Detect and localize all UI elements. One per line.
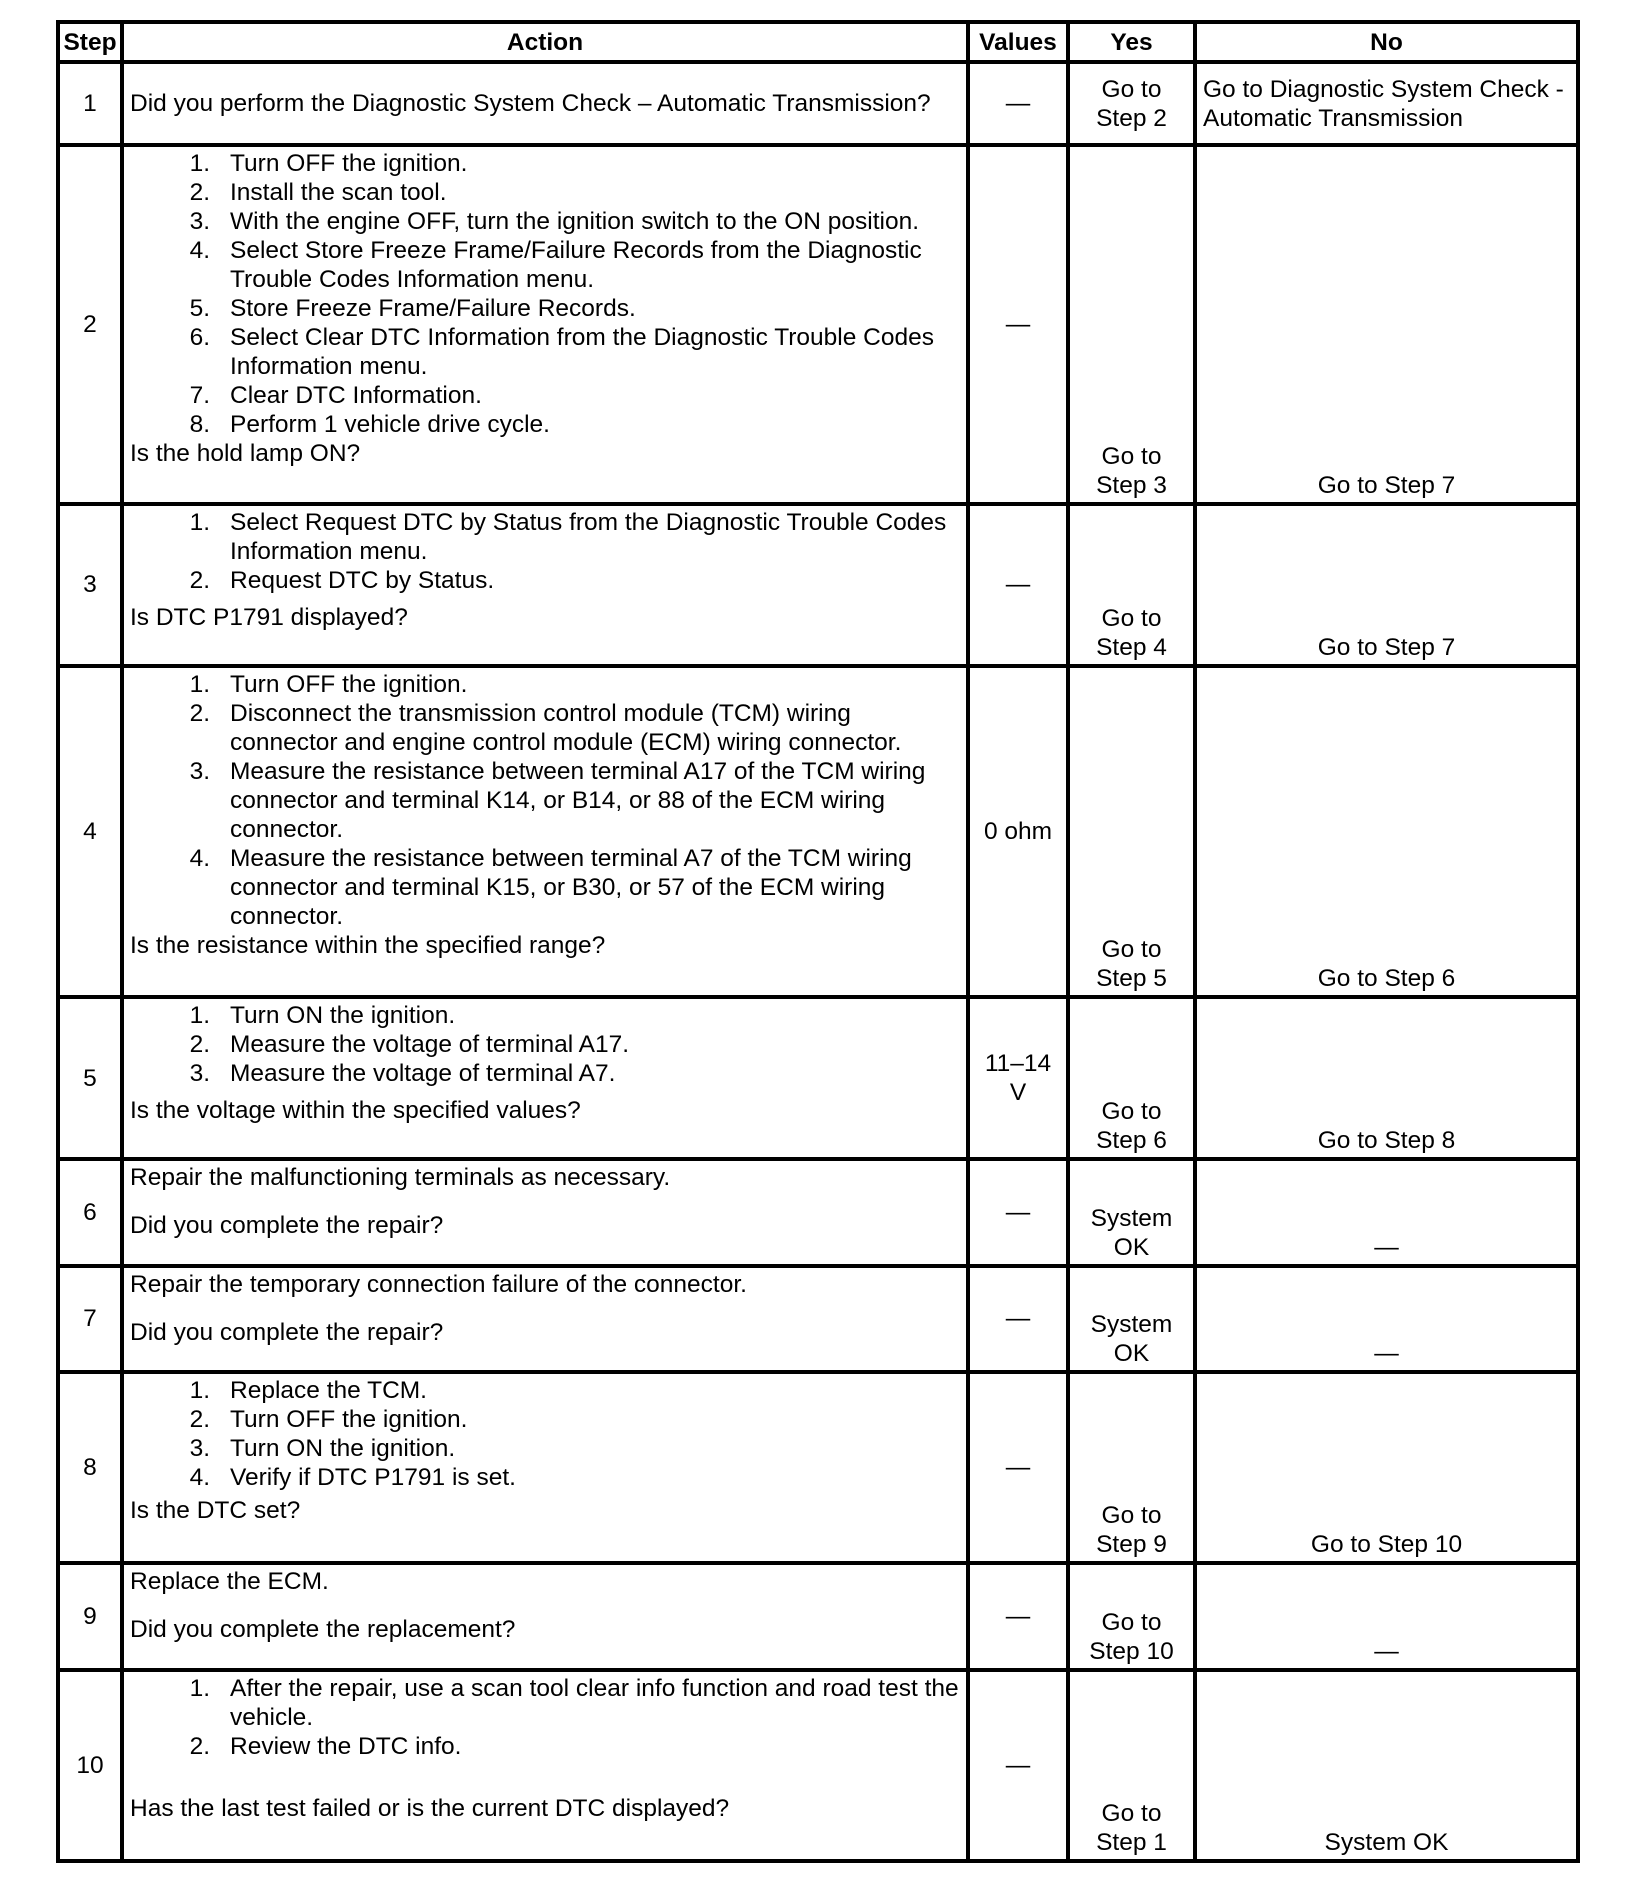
list-item-text: Turn ON the ignition.: [230, 1435, 456, 1463]
yes-cell: Go to Step 2: [1068, 62, 1195, 145]
list-item-number: 2.: [189, 1732, 210, 1760]
list-item-text: Disconnect the transmission control module (TCM) wiring connector and engine control module (ECM) wiring connector.: [230, 699, 902, 756]
action-question: Is the DTC set?: [130, 1497, 301, 1525]
action-cell: [122, 62, 968, 145]
yes-cell: Go to Step 4: [1068, 504, 1195, 666]
list-item-number: 3.: [189, 1060, 210, 1088]
list-item-number: 1.: [189, 670, 210, 698]
list-item-text: Measure the voltage of terminal A17.: [230, 1031, 630, 1059]
yes-cell: Go to Step 5: [1068, 666, 1195, 998]
action-question: Did you complete the replacement?: [130, 1616, 516, 1644]
action-cell: [122, 1372, 968, 1563]
table-row: [58, 504, 1578, 666]
list-item: [130, 323, 960, 381]
step-number: 10: [58, 1670, 122, 1861]
step-number: 2: [58, 145, 122, 504]
list-item: [130, 1434, 960, 1463]
list-item-text: After the repair, use a scan tool clear info function and road test the vehicle.: [230, 1674, 959, 1731]
list-item-number: 1.: [189, 508, 210, 536]
list-item-number: 1.: [189, 1377, 210, 1405]
list-item-number: 3.: [189, 757, 210, 785]
action-question: Is the hold lamp ON?: [130, 440, 361, 468]
no-cell: Go to Step 7: [1195, 145, 1578, 504]
action-steps: [130, 1376, 960, 1492]
list-item-number: 4.: [189, 237, 210, 265]
no-cell: System OK: [1195, 1670, 1578, 1861]
list-item-text: Measure the voltage of terminal A7.: [230, 1060, 616, 1088]
list-item-text: Select Request DTC by Status from the Diagnostic Trouble Codes Information menu.: [230, 508, 947, 565]
values-cell: —: [968, 62, 1068, 145]
no-cell: Go to Step 6: [1195, 666, 1578, 998]
list-item: [130, 1732, 960, 1761]
step-number: 5: [58, 997, 122, 1159]
step-number: 8: [58, 1372, 122, 1563]
table-row: [58, 1563, 1578, 1670]
header-no: No: [1195, 22, 1578, 62]
list-item: [130, 1376, 960, 1405]
list-item: [130, 1001, 960, 1030]
list-item-number: 2.: [189, 179, 210, 207]
table-row: [58, 1372, 1578, 1563]
list-item: [130, 566, 960, 595]
list-item: [130, 207, 960, 236]
table-row: [58, 62, 1578, 145]
values-cell: —: [968, 504, 1068, 666]
action-instruction: Repair the malfunctioning terminals as necessary.: [130, 1163, 671, 1191]
table-row: [58, 1159, 1578, 1266]
yes-cell: Go to Step 9: [1068, 1372, 1195, 1563]
list-item-number: 5.: [189, 295, 210, 323]
values-cell: —: [968, 1266, 1068, 1373]
yes-cell: Go to Step 10: [1068, 1563, 1195, 1670]
values-cell: —: [968, 1563, 1068, 1670]
header-step: Step: [58, 22, 122, 62]
list-item-text: Select Clear DTC Information from the Diagnostic Trouble Codes Information menu.: [230, 324, 934, 381]
yes-cell: Go to Step 3: [1068, 145, 1195, 504]
header-yes: Yes: [1068, 22, 1195, 62]
action-question: Did you complete the repair?: [130, 1318, 444, 1346]
list-item-number: 3.: [189, 208, 210, 236]
list-item: [130, 508, 960, 566]
action-steps: [130, 1001, 960, 1088]
table-row: [58, 997, 1578, 1159]
action-question: Has the last test failed or is the current DTC displayed?: [130, 1794, 730, 1822]
table-row: [58, 666, 1578, 998]
action-cell: [122, 1670, 968, 1861]
list-item: [130, 294, 960, 323]
no-cell: —: [1195, 1266, 1578, 1373]
list-item: [130, 670, 960, 699]
step-number: 4: [58, 666, 122, 998]
header-action: Action: [122, 22, 968, 62]
list-item-number: 1.: [189, 150, 210, 178]
no-cell: Go to Step 10: [1195, 1372, 1578, 1563]
action-instruction: Replace the ECM.: [130, 1568, 329, 1596]
list-item-text: Request DTC by Status.: [230, 566, 495, 594]
values-cell: —: [968, 1670, 1068, 1861]
list-item-text: Turn ON the ignition.: [230, 1002, 456, 1030]
values-cell: —: [968, 1372, 1068, 1563]
values-cell: —: [968, 1159, 1068, 1266]
list-item-number: 4.: [189, 1464, 210, 1492]
values-cell: —: [968, 145, 1068, 504]
header-row: [58, 22, 1578, 62]
list-item-number: 2.: [189, 566, 210, 594]
list-item-text: Install the scan tool.: [230, 179, 447, 207]
action-question: Is DTC P1791 displayed?: [130, 603, 408, 631]
step-number: 3: [58, 504, 122, 666]
step-number: 6: [58, 1159, 122, 1266]
yes-cell: Go to Step 6: [1068, 997, 1195, 1159]
yes-cell: Go to Step 1: [1068, 1670, 1195, 1861]
list-item-number: 4.: [189, 844, 210, 872]
action-instruction: Repair the temporary connection failure of the connector.: [130, 1270, 747, 1298]
action-cell: [122, 1563, 968, 1670]
list-item-number: 1.: [189, 1674, 210, 1702]
table-row: [58, 1670, 1578, 1861]
values-cell: 11–14 V: [968, 997, 1068, 1159]
list-item: [130, 236, 960, 294]
list-item: [130, 699, 960, 757]
action-question: Did you perform the Diagnostic System Check – Automatic Transmission?: [130, 90, 931, 118]
action-cell: [122, 504, 968, 666]
action-steps: [130, 149, 960, 439]
list-item-text: With the engine OFF, turn the ignition switch to the ON position.: [230, 208, 920, 236]
list-item: [130, 1674, 960, 1732]
list-item: [130, 757, 960, 844]
table-row: [58, 1266, 1578, 1373]
list-item-text: Turn OFF the ignition.: [230, 150, 468, 178]
action-steps: [130, 508, 960, 595]
list-item-number: 2.: [189, 1406, 210, 1434]
action-cell: [122, 1159, 968, 1266]
header-values: Values: [968, 22, 1068, 62]
list-item-number: 6.: [189, 324, 210, 352]
action-question: Is the resistance within the specified range?: [130, 931, 606, 959]
step-number: 1: [58, 62, 122, 145]
list-item-text: Review the DTC info.: [230, 1732, 462, 1760]
no-cell: Go to Step 8: [1195, 997, 1578, 1159]
no-cell: —: [1195, 1563, 1578, 1670]
list-item-text: Measure the resistance between terminal A17 of the TCM wiring connector and terminal K14, or B14, or 88 of the ECM wiring connector.: [230, 757, 926, 843]
action-cell: [122, 997, 968, 1159]
action-cell: [122, 1266, 968, 1373]
diagnostic-table: [56, 20, 1580, 1863]
list-item: [130, 844, 960, 931]
step-number: 7: [58, 1266, 122, 1373]
action-steps: [130, 670, 960, 931]
list-item: [130, 1463, 960, 1492]
yes-cell: System OK: [1068, 1159, 1195, 1266]
yes-cell: System OK: [1068, 1266, 1195, 1373]
list-item-text: Replace the TCM.: [230, 1377, 427, 1405]
action-cell: [122, 145, 968, 504]
list-item: [130, 1030, 960, 1059]
list-item-text: Store Freeze Frame/Failure Records.: [230, 295, 636, 323]
step-number: 9: [58, 1563, 122, 1670]
list-item-text: Turn OFF the ignition.: [230, 1406, 468, 1434]
list-item-number: 8.: [189, 411, 210, 439]
list-item-text: Verify if DTC P1791 is set.: [230, 1464, 516, 1492]
list-item-number: 1.: [189, 1002, 210, 1030]
action-steps: [130, 1674, 960, 1761]
list-item: [130, 1405, 960, 1434]
list-item: [130, 149, 960, 178]
list-item-number: 2.: [189, 1031, 210, 1059]
list-item-text: Turn OFF the ignition.: [230, 670, 468, 698]
list-item: [130, 178, 960, 207]
no-cell: Go to Step 7: [1195, 504, 1578, 666]
list-item-number: 2.: [189, 699, 210, 727]
list-item: [130, 381, 960, 410]
list-item-text: Select Store Freeze Frame/Failure Records from the Diagnostic Trouble Codes Information menu.: [230, 237, 922, 294]
list-item-text: Measure the resistance between terminal A7 of the TCM wiring connector and terminal K15, or B30, or 57 of the ECM wiring connector.: [230, 844, 912, 930]
action-question: Did you complete the repair?: [130, 1211, 444, 1239]
values-cell: 0 ohm: [968, 666, 1068, 998]
no-cell: Go to Diagnostic System Check - Automatic Transmission: [1195, 62, 1578, 145]
list-item-number: 3.: [189, 1435, 210, 1463]
list-item: [130, 1059, 960, 1088]
list-item: [130, 410, 960, 439]
table-row: [58, 145, 1578, 504]
action-cell: [122, 666, 968, 998]
list-item-text: Clear DTC Information.: [230, 382, 482, 410]
list-item-number: 7.: [189, 382, 210, 410]
no-cell: —: [1195, 1159, 1578, 1266]
action-question: Is the voltage within the specified values?: [130, 1097, 581, 1125]
list-item-text: Perform 1 vehicle drive cycle.: [230, 411, 550, 439]
